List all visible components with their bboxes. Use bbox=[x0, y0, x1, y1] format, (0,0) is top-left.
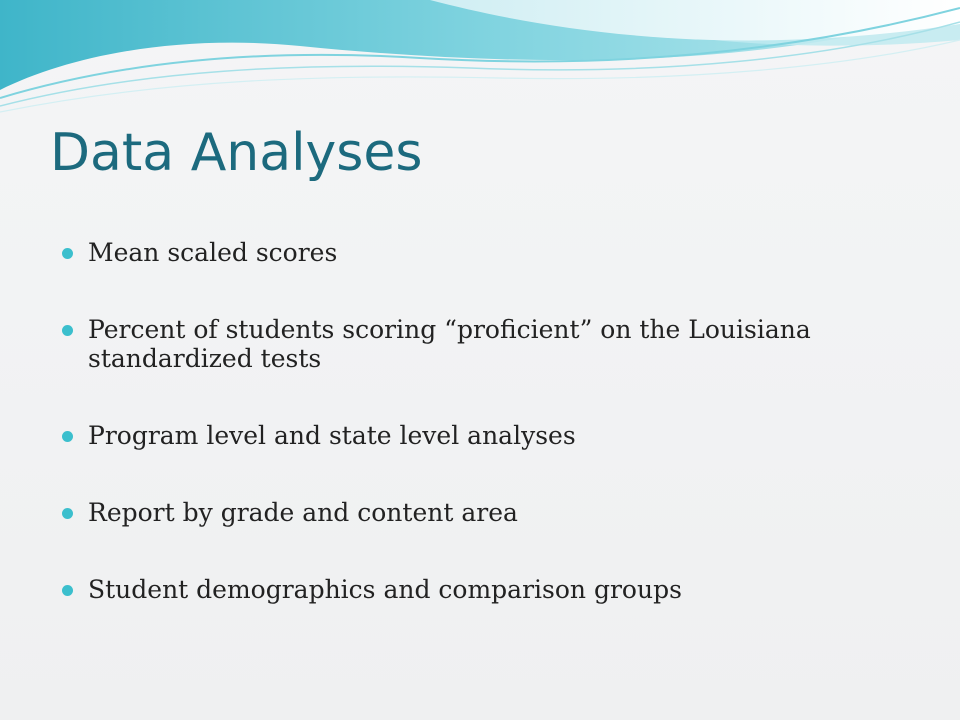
bullet-dot-icon bbox=[62, 325, 73, 336]
bullet-item-mean-scaled-scores bbox=[62, 238, 922, 267]
bullet-text: Percent of students scoring “proficient” on the Louisiana standardized tests bbox=[88, 315, 811, 373]
header-wave-decoration bbox=[0, 0, 960, 120]
bullet-item-percent-proficient bbox=[62, 315, 922, 373]
bullet-item-program-state-analyses bbox=[62, 421, 922, 450]
bullet-dot-icon bbox=[62, 431, 73, 442]
bullet-item-report-by-grade bbox=[62, 498, 922, 527]
bullet-list bbox=[62, 238, 922, 652]
bullet-item-demographics bbox=[62, 575, 922, 604]
bullet-dot-icon bbox=[62, 585, 73, 596]
slide-title: Data Analyses bbox=[50, 123, 423, 183]
bullet-text: Student demographics and comparison groups bbox=[88, 575, 682, 604]
bullet-text: Mean scaled scores bbox=[88, 238, 338, 267]
bullet-dot-icon bbox=[62, 248, 73, 259]
bullet-text: Report by grade and content area bbox=[88, 498, 518, 527]
bullet-dot-icon bbox=[62, 508, 73, 519]
bullet-text: Program level and state level analyses bbox=[88, 421, 576, 450]
